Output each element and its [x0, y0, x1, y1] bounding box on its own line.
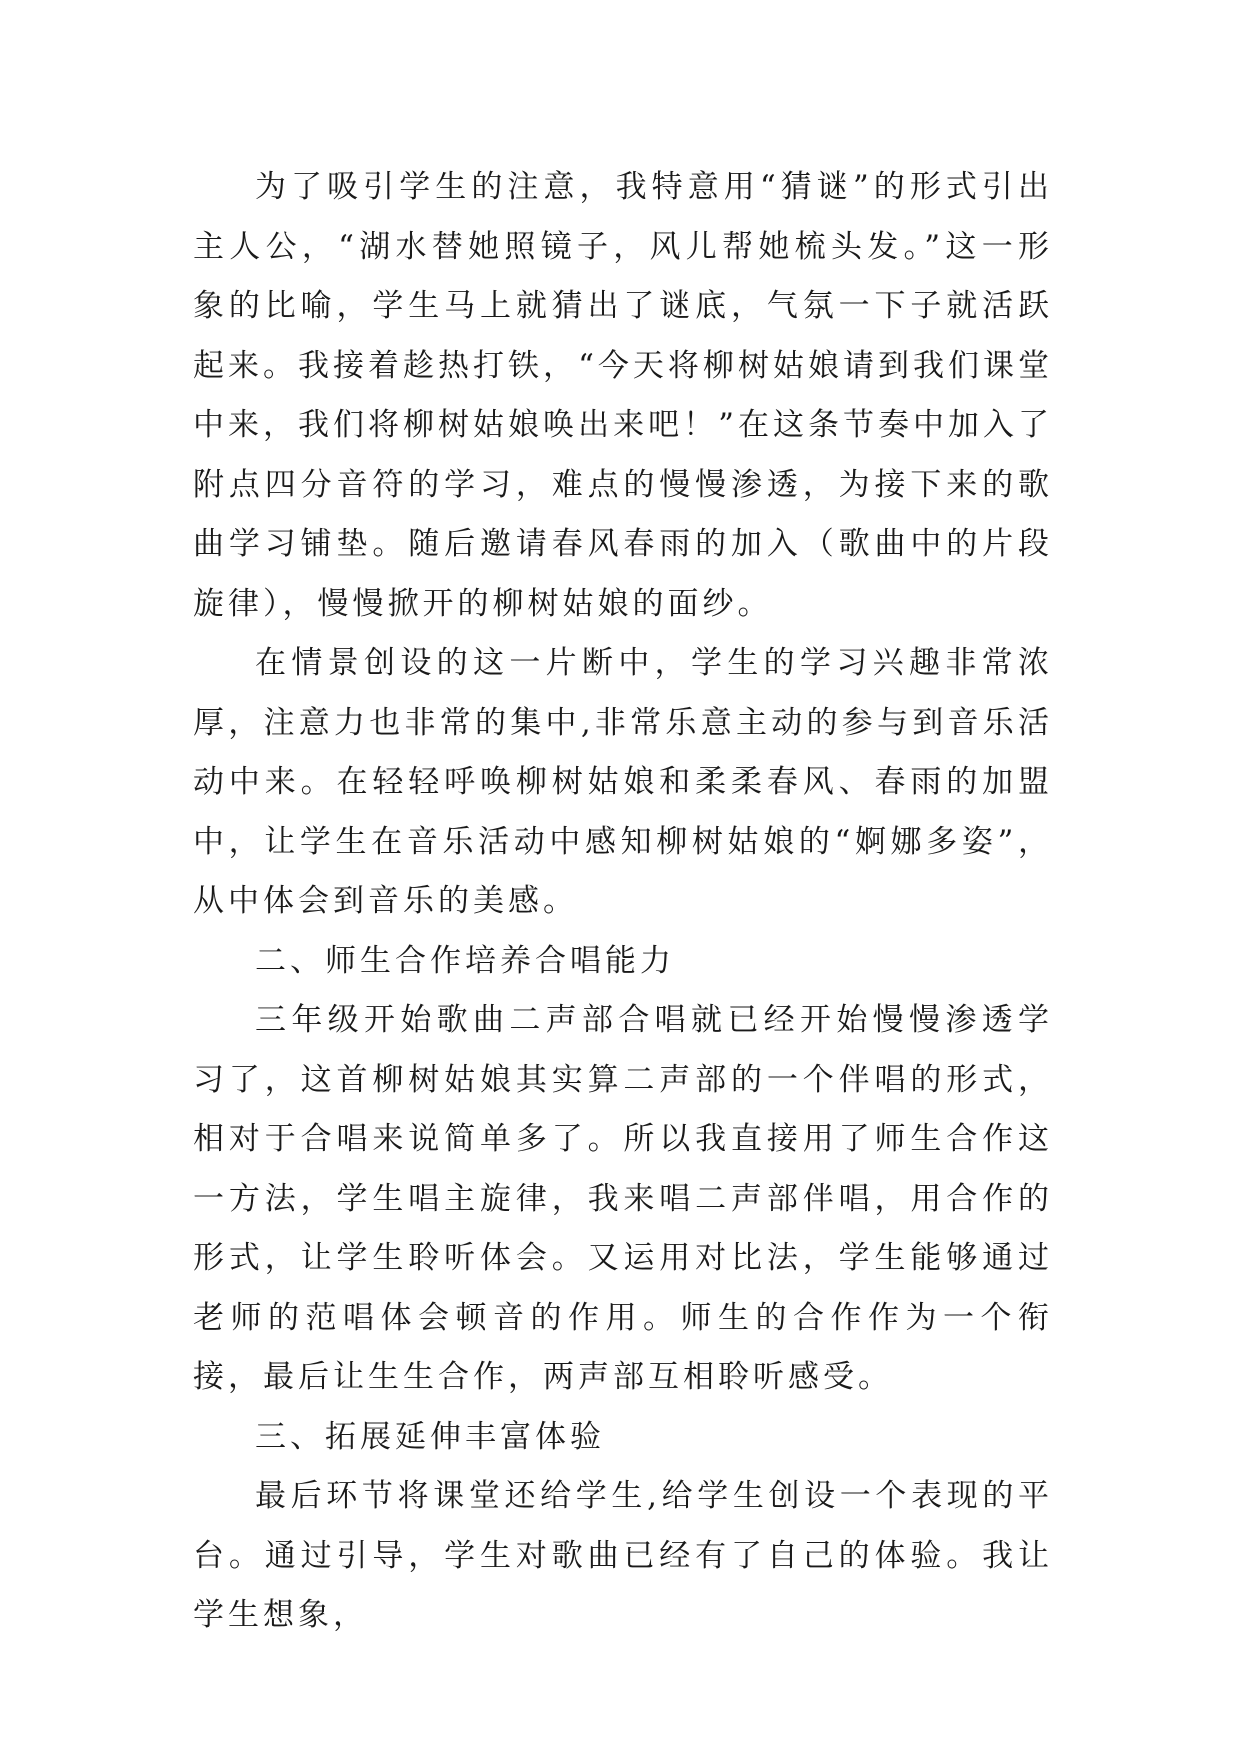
- paragraph-scene-creation: 在情景创设的这一片断中，学生的学习兴趣非常浓厚，注意力也非常的集中,非常乐意主动的参与到音乐活动中来。在轻轻呼唤柳树姑娘和柔柔春风、春雨的加盟中，让学生在音乐活动中感知柳树姑娘的“婀娜多姿”，从中体会到音乐的美感。: [193, 645, 1053, 919]
- section-heading-two: 二、师生合作培养合唱能力: [255, 942, 675, 979]
- paragraph-guessing-riddle: 为了吸引学生的注意，我特意用“猜谜”的形式引出主人公，“湖水替她照镜子，风儿帮她梳头发。”这一形象的比喻，学生马上就猜出了谜底，气氛一下子就活跃起来。我接着趁热打铁，“今天将柳树姑娘请到我们课堂中来，我们将柳树姑娘唤出来吧！”在这条节奏中加入了附点四分音符的学习，难点的慢慢渗透，为接下来的歌曲学习铺垫。随后邀请春风春雨的加入（歌曲中的片段旋律），慢慢掀开的柳树姑娘的面纱。: [193, 169, 1053, 622]
- document-body: [193, 158, 1053, 1646]
- paragraph-final-stage: 最后环节将课堂还给学生,给学生创设一个表现的平台。通过引导，学生对歌曲已经有了自己的体验。我让学生想象，: [193, 1478, 1053, 1633]
- paragraph-teacher-student-cooperation: 三年级开始歌曲二声部合唱就已经开始慢慢渗透学习了，这首柳树姑娘其实算二声部的一个伴唱的形式，相对于合唱来说简单多了。所以我直接用了师生合作这一方法，学生唱主旋律，我来唱二声部伴唱，用合作的形式，让学生聆听体会。又运用对比法，学生能够通过老师的范唱体会顿音的作用。师生的合作作为一个衔接，最后让生生合作，两声部互相聆听感受。: [193, 1002, 1053, 1395]
- section-heading-three: 三、拓展延伸丰富体验: [255, 1418, 605, 1455]
